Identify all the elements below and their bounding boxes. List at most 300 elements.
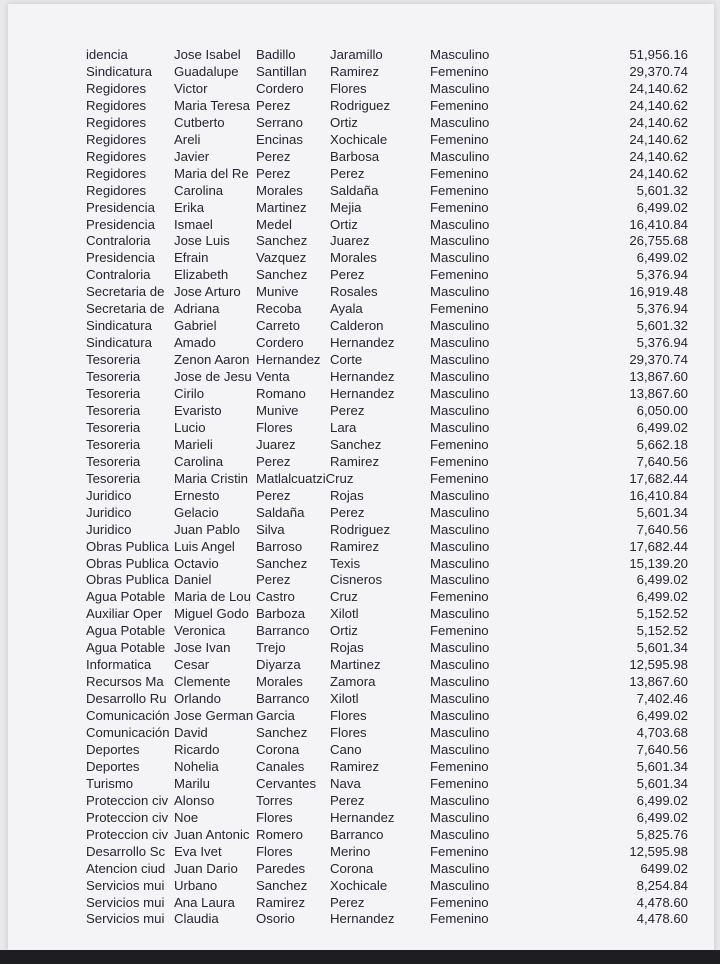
cell-sal: 6,499.02	[636, 199, 688, 215]
cell-sex: Femenino	[430, 453, 489, 469]
cell-sal: 16,919.48	[629, 284, 688, 300]
cell-sex: Masculino	[430, 725, 490, 740]
cell-sex: Femenino	[430, 470, 489, 486]
cell-pat: Serrano	[256, 114, 303, 130]
cell-sex: Masculino	[430, 318, 490, 334]
cell-dept: Secretaria de	[86, 284, 165, 300]
cell-sal: 24,140.62	[629, 131, 688, 147]
cell-mat: Rodriguez	[330, 97, 391, 113]
cell-pat: Medel	[256, 216, 292, 232]
payroll-sheet	[8, 4, 714, 952]
cell-name: Eva Ivet	[174, 843, 222, 859]
table-row	[8, 402, 714, 419]
cell-sal: 5,601.32	[636, 182, 688, 198]
cell-dept: Obras Publica	[86, 572, 169, 588]
cell-name: Jose German	[174, 708, 254, 724]
cell-mat: Xilotl	[330, 606, 359, 622]
cell-sal: 8,254.84	[636, 877, 688, 893]
table-row	[8, 521, 714, 538]
cell-name: Luis Angel	[174, 538, 235, 554]
cell-dept: Regidores	[86, 165, 147, 181]
table-row	[8, 368, 714, 385]
cell-dept: Sindicatura	[86, 318, 152, 334]
cell-dept: Tesoreria	[86, 352, 141, 368]
bottom-edge	[0, 950, 720, 964]
cell-mat: Xochicale	[330, 877, 388, 893]
cell-sal: 7,640.56	[636, 521, 688, 537]
cell-pat: Osorio	[256, 911, 295, 927]
cell-pat: Perez	[256, 572, 291, 588]
cell-pat: Romero	[256, 826, 303, 842]
cell-mat: Perez	[330, 894, 365, 910]
cell-sex: Masculino	[430, 708, 490, 724]
cell-pat: Cordero	[256, 335, 304, 351]
cell-sex: Masculino	[430, 114, 490, 130]
cell-sal: 13,867.60	[629, 369, 688, 385]
cell-mat: Xilotl	[330, 691, 359, 707]
table-row	[8, 860, 714, 877]
cell-name: Juan Antonic	[174, 826, 250, 842]
cell-mat: Rodriguez	[330, 521, 391, 537]
cell-sex: Masculino	[430, 216, 490, 232]
cell-mat: Sanchez	[330, 436, 382, 452]
table-row	[8, 249, 714, 266]
cell-dept: Tesoreria	[86, 419, 141, 435]
cell-sal: 7,640.56	[636, 741, 688, 757]
cell-pat: Corona	[256, 741, 300, 757]
cell-dept: Proteccion civ	[86, 792, 169, 808]
table-row	[8, 80, 714, 97]
cell-mat: Ortiz	[330, 216, 358, 232]
table-row	[8, 690, 714, 707]
cell-name: Efrain	[174, 250, 209, 266]
table-row	[8, 182, 714, 199]
cell-mat: Ortiz	[330, 623, 358, 639]
cell-pat: Ramirez	[256, 894, 306, 910]
cell-name: Gelacio	[174, 504, 219, 520]
cell-pat: Juarez	[256, 436, 296, 452]
cell-dept: Regidores	[86, 131, 147, 147]
cell-mat: Barranco	[330, 826, 384, 842]
cell-sex: Masculino	[430, 419, 490, 435]
cell-sex: Masculino	[430, 860, 490, 876]
cell-dept: Servicios mui	[86, 877, 165, 893]
cell-name: Areli	[174, 131, 201, 147]
cell-name: Maria Teresa	[174, 97, 250, 113]
cell-sex: Masculino	[430, 335, 490, 351]
cell-sex: Masculino	[430, 284, 490, 300]
cell-sal: 5,152.52	[636, 606, 688, 622]
cell-sal: 15,139.20	[629, 555, 688, 571]
table-row	[8, 538, 714, 555]
cell-sex: Masculino	[430, 369, 490, 385]
cell-mat: Perez	[330, 792, 365, 808]
cell-mat: Ortiz	[330, 114, 358, 130]
cell-mat: Rojas	[330, 640, 364, 656]
cell-name: Jose de Jesu	[174, 369, 252, 385]
cell-sal: 16,410.84	[629, 487, 688, 503]
cell-mat: Perez	[330, 402, 365, 418]
cell-dept: Tesoreria	[86, 386, 141, 401]
table-row	[8, 385, 714, 402]
cell-sal: 4,703.68	[636, 725, 688, 740]
table-row	[8, 283, 714, 300]
cell-sex: Masculino	[430, 521, 490, 537]
cell-sal: 24,140.62	[629, 97, 688, 113]
cell-dept: Deportes	[86, 758, 140, 774]
table-row	[8, 758, 714, 775]
cell-mat: Merino	[330, 843, 371, 859]
cell-sal: 5,601.32	[636, 318, 688, 334]
cell-pat: Vazquez	[256, 250, 307, 266]
cell-mat: Flores	[330, 708, 367, 724]
cell-sal: 24,140.62	[629, 114, 688, 130]
table-row	[8, 571, 714, 588]
cell-name: Jose Isabel	[174, 47, 241, 62]
cell-sex: Femenino	[430, 775, 489, 791]
cell-dept: Juridico	[86, 487, 132, 503]
cell-dept: Obras Publica	[86, 555, 169, 571]
cell-sal: 13,867.60	[629, 386, 688, 401]
cell-dept: Turismo	[86, 775, 134, 791]
cell-name: Cirilo	[174, 386, 205, 401]
cell-dept: Deportes	[86, 741, 140, 757]
cell-sal: 16,410.84	[629, 216, 688, 232]
cell-mat: Ayala	[330, 301, 363, 317]
cell-pat: Badillo	[256, 47, 296, 62]
table-row	[8, 470, 714, 487]
cell-name: Maria del Re	[174, 165, 249, 181]
cell-sex: Femenino	[430, 623, 489, 639]
cell-mat: Ramirez	[330, 538, 380, 554]
cell-mat: Ramirez	[330, 758, 380, 774]
cell-dept: Tesoreria	[86, 470, 141, 486]
cell-sal: 5,376.94	[636, 267, 688, 283]
cell-pat: Cordero	[256, 80, 304, 96]
cell-mat: Hernandez	[330, 369, 395, 385]
cell-name: Clemente	[174, 674, 231, 690]
cell-pat: Hernandez	[256, 352, 321, 368]
cell-name: Victor	[174, 80, 208, 96]
cell-name: Javier	[174, 148, 210, 164]
cell-mat: Martinez	[330, 657, 381, 673]
cell-mat: Corte	[330, 352, 363, 368]
cell-mat: Morales	[330, 250, 377, 266]
cell-sex: Masculino	[430, 80, 490, 96]
cell-sex: Masculino	[430, 352, 490, 368]
cell-dept: Juridico	[86, 521, 132, 537]
table-row	[8, 792, 714, 809]
cell-pat: Perez	[256, 487, 291, 503]
cell-name: Ana Laura	[174, 894, 235, 910]
cell-mat: Juarez	[330, 233, 370, 249]
table-row	[8, 504, 714, 521]
table-row	[8, 809, 714, 826]
cell-mat: Mejia	[330, 199, 362, 215]
cell-mat: Perez	[330, 504, 365, 520]
cell-pat: Perez	[256, 453, 291, 469]
cell-mat: Hernandez	[330, 335, 395, 351]
cell-pat: Silva	[256, 521, 285, 537]
cell-name: Veronica	[174, 623, 226, 639]
cell-mat: Ramirez	[330, 63, 380, 79]
cell-name: Erika	[174, 199, 205, 215]
cell-pat: Perez	[256, 97, 291, 113]
table-row	[8, 588, 714, 605]
cell-mat: Rosales	[330, 284, 378, 300]
table-row	[8, 148, 714, 165]
cell-mat: Cisneros	[330, 572, 383, 588]
cell-dept: Obras Publica	[86, 538, 169, 554]
cell-sal: 6,499.02	[636, 589, 688, 605]
cell-name: Cesar	[174, 657, 210, 673]
cell-sal: 5,152.52	[636, 623, 688, 639]
cell-pat: Morales	[256, 674, 303, 690]
cell-name: Jose Ivan	[174, 640, 231, 656]
cell-sex: Femenino	[430, 843, 489, 859]
cell-sal: 5,601.34	[636, 758, 688, 774]
cell-mat: Corona	[330, 860, 374, 876]
cell-sal: 17,682.44	[629, 470, 688, 486]
cell-dept: Presidencia	[86, 250, 155, 266]
cell-name: Carolina	[174, 453, 224, 469]
cell-sex: Masculino	[430, 826, 490, 842]
cell-dept: Tesoreria	[86, 369, 141, 385]
cell-mat: Rojas	[330, 487, 364, 503]
cell-sex: Masculino	[430, 741, 490, 757]
cell-mat: Hernandez	[330, 911, 395, 927]
table-row	[8, 741, 714, 758]
cell-mat: Cruz	[330, 589, 358, 605]
cell-dept: Informatica	[86, 657, 152, 673]
cell-sal: 51,956.16	[629, 47, 688, 62]
table-row	[8, 894, 714, 911]
table-row	[8, 826, 714, 843]
table-row	[8, 775, 714, 792]
cell-sal: 12,595.98	[629, 657, 688, 673]
cell-name: Evaristo	[174, 402, 222, 418]
cell-name: David	[174, 725, 208, 740]
table-row	[8, 46, 714, 63]
cell-sex: Femenino	[430, 758, 489, 774]
cell-dept: Presidencia	[86, 216, 155, 232]
cell-mat: Cano	[330, 741, 362, 757]
cell-pat: Sanchez	[256, 267, 308, 283]
cell-sal: 5,601.34	[636, 504, 688, 520]
cell-sex: Masculino	[430, 402, 490, 418]
cell-sal: 12,595.98	[629, 843, 688, 859]
cell-sex: Femenino	[430, 165, 489, 181]
cell-sex: Masculino	[430, 250, 490, 266]
cell-sal: 6,499.02	[636, 809, 688, 825]
table-row	[8, 351, 714, 368]
cell-pat: Sanchez	[256, 233, 308, 249]
cell-pat: Barboza	[256, 606, 306, 622]
table-row	[8, 216, 714, 233]
cell-sal: 13,867.60	[629, 674, 688, 690]
cell-sal: 5,825.76	[636, 826, 688, 842]
cell-pat: MatlalcuatziCruz	[256, 470, 354, 486]
cell-pat: Torres	[256, 792, 293, 808]
cell-sal: 24,140.62	[629, 148, 688, 164]
cell-pat: Morales	[256, 182, 303, 198]
cell-mat: Zamora	[330, 674, 376, 690]
cell-dept: Tesoreria	[86, 436, 141, 452]
cell-sex: Femenino	[430, 97, 489, 113]
cell-sal: 6,050.00	[636, 402, 688, 418]
cell-sex: Masculino	[430, 877, 490, 893]
cell-dept: Proteccion civ	[86, 809, 169, 825]
cell-name: Octavio	[174, 555, 219, 571]
cell-pat: Martinez	[256, 199, 307, 215]
cell-pat: Carreto	[256, 318, 300, 334]
cell-sal: 29,370.74	[629, 352, 688, 368]
cell-name: Amado	[174, 335, 216, 351]
cell-pat: Sanchez	[256, 877, 308, 893]
cell-sex: Femenino	[430, 301, 489, 317]
cell-dept: Tesoreria	[86, 402, 141, 418]
cell-sex: Femenino	[430, 199, 489, 215]
cell-pat: Paredes	[256, 860, 306, 876]
cell-sex: Femenino	[430, 182, 489, 198]
cell-dept: Proteccion civ	[86, 826, 169, 842]
table-row	[8, 165, 714, 182]
cell-sal: 6,499.02	[636, 572, 688, 588]
cell-sal: 5,376.94	[636, 335, 688, 351]
cell-dept: Regidores	[86, 97, 147, 113]
cell-sex: Masculino	[430, 487, 490, 503]
cell-name: Maria de Lou	[174, 589, 251, 605]
cell-name: Gabriel	[174, 318, 217, 334]
cell-dept: Desarrollo Ru	[86, 691, 167, 707]
cell-sal: 7,402.46	[636, 691, 688, 707]
cell-name: Carolina	[174, 182, 224, 198]
cell-dept: Sindicatura	[86, 63, 152, 79]
cell-name: Urbano	[174, 877, 218, 893]
cell-name: Zenon Aaron	[174, 352, 250, 368]
cell-sex: Femenino	[430, 131, 489, 147]
cell-name: Alonso	[174, 792, 215, 808]
cell-dept: Sindicatura	[86, 335, 152, 351]
cell-dept: Secretaria de	[86, 301, 165, 317]
cell-sal: 5,601.34	[636, 775, 688, 791]
cell-name: Ismael	[174, 216, 213, 232]
cell-sex: Masculino	[430, 792, 490, 808]
table-row	[8, 707, 714, 724]
cell-dept: Agua Potable	[86, 589, 166, 605]
cell-sal: 6,499.02	[636, 792, 688, 808]
cell-mat: Barbosa	[330, 148, 380, 164]
table-row	[8, 114, 714, 131]
cell-mat: Calderon	[330, 318, 384, 334]
cell-sex: Masculino	[430, 233, 490, 249]
cell-sal: 5,601.34	[636, 640, 688, 656]
cell-pat: Recoba	[256, 301, 302, 317]
cell-sex: Femenino	[430, 63, 489, 79]
cell-mat: Jaramillo	[330, 47, 383, 62]
cell-sex: Masculino	[430, 504, 490, 520]
cell-mat: Perez	[330, 267, 365, 283]
cell-name: Jose Arturo	[174, 284, 241, 300]
cell-dept: Presidencia	[86, 199, 155, 215]
cell-mat: Texis	[330, 555, 361, 571]
cell-pat: Saldaña	[256, 504, 305, 520]
cell-sex: Femenino	[430, 589, 489, 605]
cell-pat: Munive	[256, 284, 299, 300]
table-row	[8, 843, 714, 860]
table-row	[8, 622, 714, 639]
cell-dept: Auxiliar Oper	[86, 606, 163, 622]
cell-dept: Tesoreria	[86, 453, 141, 469]
cell-name: Nohelia	[174, 758, 219, 774]
cell-pat: Romano	[256, 386, 306, 401]
cell-mat: Hernandez	[330, 386, 395, 401]
cell-sex: Femenino	[430, 436, 489, 452]
cell-sex: Masculino	[430, 572, 490, 588]
table-row	[8, 131, 714, 148]
cell-name: Guadalupe	[174, 63, 239, 79]
cell-mat: Hernandez	[330, 809, 395, 825]
cell-mat: Nava	[330, 775, 361, 791]
cell-dept: Comunicación	[86, 708, 170, 724]
cell-name: Maria Cristin	[174, 470, 249, 486]
cell-dept: Agua Potable	[86, 623, 166, 639]
cell-dept: Servicios mui	[86, 894, 165, 910]
cell-dept: Desarrollo Sc	[86, 843, 166, 859]
cell-pat: Diyarza	[256, 657, 301, 673]
cell-name: Adriana	[174, 301, 220, 317]
cell-name: Daniel	[174, 572, 212, 588]
cell-pat: Encinas	[256, 131, 303, 147]
cell-sal: 4,478.60	[636, 894, 688, 910]
cell-sex: Masculino	[430, 809, 490, 825]
cell-dept: Regidores	[86, 182, 147, 198]
cell-mat: Perez	[330, 165, 365, 181]
table-row	[8, 436, 714, 453]
cell-pat: Flores	[256, 809, 293, 825]
cell-name: Ernesto	[174, 487, 220, 503]
cell-sex: Femenino	[430, 894, 489, 910]
table-row	[8, 487, 714, 504]
cell-mat: Lara	[330, 419, 357, 435]
table-row	[8, 910, 714, 927]
cell-name: Juan Pablo	[174, 521, 240, 537]
cell-name: Noe	[174, 809, 199, 825]
cell-sal: 5,376.94	[636, 301, 688, 317]
cell-name: Claudia	[174, 911, 219, 927]
table-row	[8, 656, 714, 673]
cell-pat: Garcia	[256, 708, 295, 724]
cell-dept: Agua Potable	[86, 640, 166, 656]
cell-name: Miguel Godo	[174, 606, 249, 622]
cell-sal: 7,640.56	[636, 453, 688, 469]
cell-pat: Perez	[256, 148, 291, 164]
cell-sal: 6,499.02	[636, 419, 688, 435]
cell-sex: Masculino	[430, 640, 490, 656]
cell-sex: Masculino	[430, 386, 490, 401]
cell-dept: Contraloria	[86, 267, 151, 283]
cell-pat: Sanchez	[256, 555, 308, 571]
cell-pat: Sanchez	[256, 725, 308, 740]
table-row	[8, 724, 714, 741]
cell-sex: Masculino	[430, 657, 490, 673]
cell-pat: Santillan	[256, 63, 307, 79]
table-row	[8, 555, 714, 572]
cell-pat: Castro	[256, 589, 295, 605]
cell-dept: Atencion ciud	[86, 860, 166, 876]
cell-sex: Masculino	[430, 148, 490, 164]
table-row	[8, 97, 714, 114]
